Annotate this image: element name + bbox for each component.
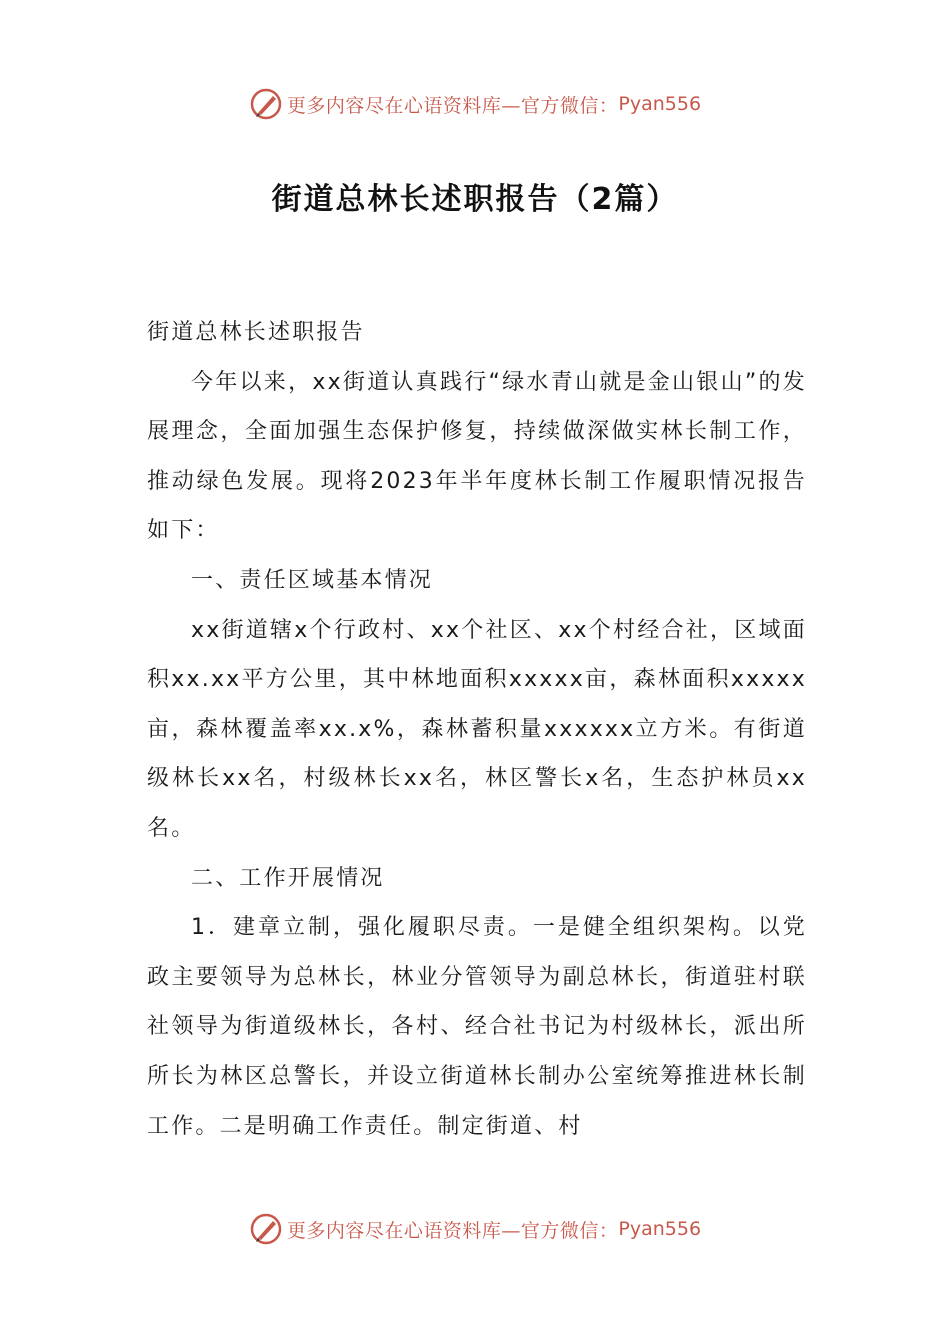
paragraph-intro: 今年以来，xx街道认真践行“绿水青山就是金山银山”的发展理念，全面加强生态保护修复，持续做深做实林长制工作，推动绿色发展。现将2023年半年度林长制工作履职情况报告如下： (147, 369, 807, 544)
pen-logo-icon (249, 1212, 283, 1246)
header-watermark-banner (0, 82, 950, 126)
paragraph-area-overview: xx街道辖x个行政村、xx个社区、xx个村经合社，区域面积xx.xx平方公里，其中林地面积xxxxx亩，森林面积xxxxx亩，森林覆盖率xx.x%，森林蓄积量xxxxxx立方米。有街道级林长xx名，村级林长xx名，林区警长x名，生态护林员xx名。 (147, 617, 807, 841)
section-heading-2: 二、工作开展情况 (191, 865, 385, 891)
banner-text: 更多内容尽在心语资料库—官方微信： (286, 1219, 619, 1242)
banner-wechat-id: Pyan556 (618, 93, 702, 115)
paragraph-work-item-1: 1．建章立制，强化履职尽责。一是健全组织架构。以党政主要领导为总林长，林业分管领导为副总林长，街道驻村联社领导为街道级林长，各村、经合社书记为村级林长，派出所所长为林区总警长，并设立街道林长制办公室统筹推进林长制工作。二是明确工作责任。制定街道、村 (147, 915, 807, 1139)
section-heading-1: 一、责任区域基本情况 (191, 567, 434, 593)
document-body (147, 308, 807, 1151)
pen-logo-icon (249, 87, 283, 121)
banner-text: 更多内容尽在心语资料库—官方微信： (286, 94, 619, 117)
banner-wechat-id: Pyan556 (618, 1218, 702, 1240)
footer-watermark-banner (0, 1207, 950, 1251)
report-subtitle: 街道总林长述职报告 (147, 320, 365, 345)
document-title: 街道总林长述职报告（2篇） (271, 182, 679, 217)
